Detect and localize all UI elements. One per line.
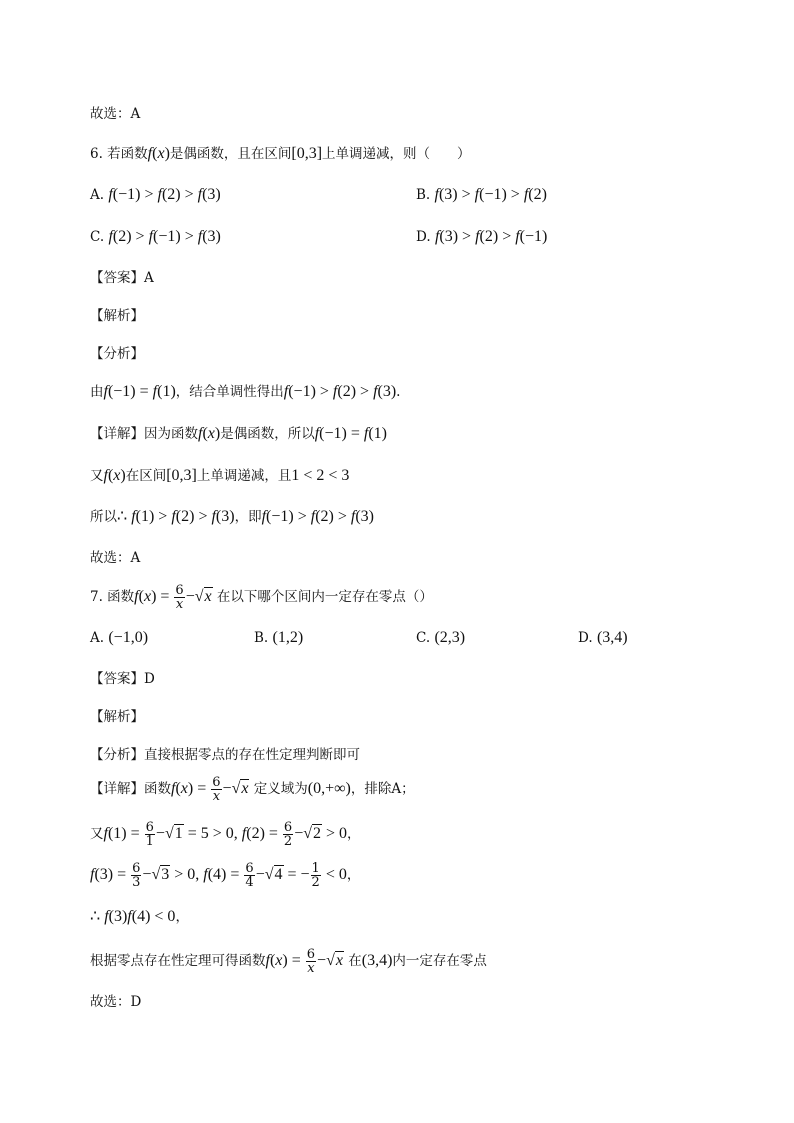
answer-label: 【答案】D	[90, 671, 155, 687]
option-d: D. f(3) > f(2) > f(−1)	[416, 228, 548, 245]
option-a: A. f(−1) > f(2) > f(3)	[90, 186, 221, 203]
option-b: B. f(3) > f(−1) > f(2)	[416, 186, 547, 203]
question-6-stem: 6. 若函数f(x)是偶函数，且在区间[0,3]上单调递减，则（ ）	[90, 145, 471, 162]
text-line: 又f(1) = $\frac{6}{1}$ −√1 = 5 > 0, f(2) = $\frac{6}{2}$ −√2 > 0，	[90, 820, 361, 849]
question-7-stem: 7. 函数f(x) = $\frac{6}{x}$ −√x 在以下哪个区间内一定存在零点（）	[90, 583, 433, 612]
analysis-label: 【解析】	[90, 709, 144, 725]
text-line: f(3) = $\frac{6}{3}$ −√3 > 0, f(4) = $\frac{6}{4}$ −√4 = − $\frac{1}{2}$ < 0，	[90, 861, 361, 890]
fenxi-line: 【分析】直接根据零点的存在性定理判断即可	[90, 747, 360, 763]
text-line: 【详解】因为函数f(x)是偶函数，所以f(−1) = f(1)	[90, 425, 387, 442]
text-line: 故选：A	[90, 106, 141, 122]
text-line: 【详解】函数f(x) = $\frac{6}{x}$ −√x 定义域为(0,+∞)，排除A；	[90, 775, 415, 804]
text-line: 故选：A	[90, 550, 141, 566]
text-line: ∴ f(3)f(4) < 0，	[90, 908, 189, 925]
answer-label: 【答案】A	[90, 270, 154, 286]
text-line: 又f(x)在区间[0,3]上单调递减，且1 < 2 < 3	[90, 467, 350, 484]
text-line: 由f(−1) = f(1)，结合单调性得出f(−1) > f(2) > f(3).	[90, 383, 401, 400]
text-line: 故选：D	[90, 994, 142, 1010]
analysis-label: 【解析】	[90, 308, 144, 324]
option-c: C. (2,3)	[416, 629, 466, 646]
option-a: A. (−1,0)	[90, 629, 149, 646]
option-d: D. (3,4)	[578, 629, 628, 646]
text-line: 根据零点存在性定理可得函数f(x) = $\frac{6}{x}$ −√x 在(3,4)内一定存在零点	[90, 947, 487, 976]
fenxi-label: 【分析】	[90, 346, 144, 362]
text-line: 所以∴ f(1) > f(2) > f(3)，即f(−1) > f(2) > f(3)	[90, 508, 374, 525]
option-b: B. (1,2)	[254, 629, 304, 646]
option-c: C. f(2) > f(−1) > f(3)	[90, 228, 221, 245]
